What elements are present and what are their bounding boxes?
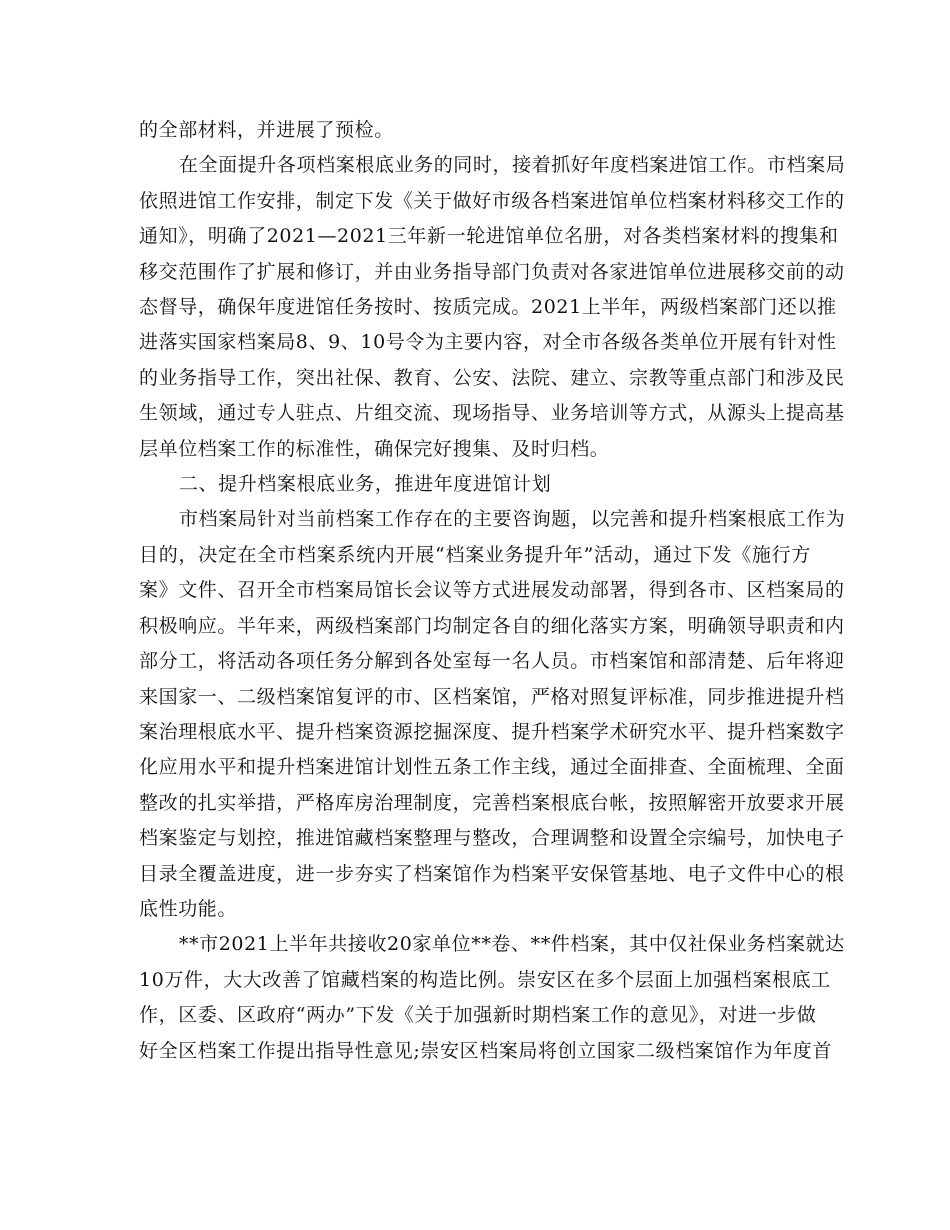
text-line: 案治理根底水平、提升档案资源挖掘深度、提升档案学术研究水平、提升档案数字 [139,720,845,743]
paragraph-p2 [139,148,846,467]
paragraph-p1 [139,113,811,148]
paragraph-p4 [139,502,846,927]
text-line: 进落实国家档案局8、9、10号令为主要内容，对全市各级各类单位开展有针对性 [139,331,837,354]
paragraph-p3 [139,467,811,502]
text-line: 档案鉴定与划控，推进馆藏档案整理与整改，合理调整和设置全宗编号，加快电子 [139,827,845,850]
text-line: 整改的扎实举措，严格库房治理制度，完善档案根底台帐，按照解密开放要求开展 [139,791,845,814]
text-line: 在全面提升各项档案根底业务的同时，接着抓好年度档案进馆工作。市档案局 [178,154,846,177]
text-line: 市档案局针对当前档案工作存在的主要咨询题，以完善和提升档案根底工作为 [178,508,846,531]
text-line: 作，区委、区政府“两办”下发《关于加强新时期档案工作的意见》，对进一步做 [139,1004,817,1027]
paragraph-p5 [139,927,845,1069]
text-line: 依照进馆工作安排，制定下发《关于做好市级各档案进馆单位档案材料移交工作的 [139,189,845,212]
text-line: 二、提升档案根底业务，推进年度进馆计划 [178,473,552,496]
text-line: 化应用水平和提升档案进馆计划性五条工作主线，通过全面排查、全面梳理、全面 [139,756,845,779]
text-line: 部分工，将活动各项任务分解到各处室每一名人员。市档案馆和部清楚、后年将迎 [139,650,845,673]
text-line: 通知》，明确了2021—2021三年新一轮进馆单位名册，对各类档案材料的搜集和 [139,225,839,248]
text-line: 的业务指导工作，突出社保、教育、公安、法院、建立、宗教等重点部门和涉及民 [139,366,845,389]
text-line: **市2021上半年共接收20家单位**卷、**件档案，其中仅社保业务档案就达 [178,933,845,956]
text-line: 态督导，确保年度进馆任务按时、按质完成。2021上半年，两级档案部门还以推 [139,296,837,319]
text-line: 目的，决定在全市档案系统内开展“档案业务提升年”活动，通过下发《施行方 [139,543,811,566]
text-line: 层单位档案工作的标准性，确保完好搜集、及时归档。 [139,437,610,460]
text-line: 积极响应。半年来，两级档案部门均制定各自的细化落实方案，明确领导职责和内 [139,614,845,637]
text-line: 底性功能。 [139,897,238,920]
text-line: 案》文件、召开全市档案局馆长会议等方式进展发动部署，得到各市、区档案局的 [139,579,845,602]
text-line: 的全部材料，并进展了预检。 [139,119,394,141]
text-line: 目录全覆盖进度，进一步夯实了档案馆作为档案平安保管基地、电子文件中心的根 [139,862,845,885]
text-line: 10万件，大大改善了馆藏档案的构造比例。崇安区在多个层面上加强档案根底工 [139,968,831,991]
text-line: 生领域，通过专人驻点、片组交流、现场指导、业务培训等方式，从源头上提高基 [139,402,845,425]
text-line: 移交范围作了扩展和修订，并由业务指导部门负责对各家进馆单位进展移交前的动 [139,260,845,283]
text-line: 来国家一、二级档案馆复评的市、区档案馆，严格对照复评标准，同步推进提升档 [139,685,845,708]
document-body [139,113,846,1069]
text-line: 好全区档案工作提出指导性意见;崇安区档案局将创立国家二级档案馆作为年度首 [139,1039,833,1062]
